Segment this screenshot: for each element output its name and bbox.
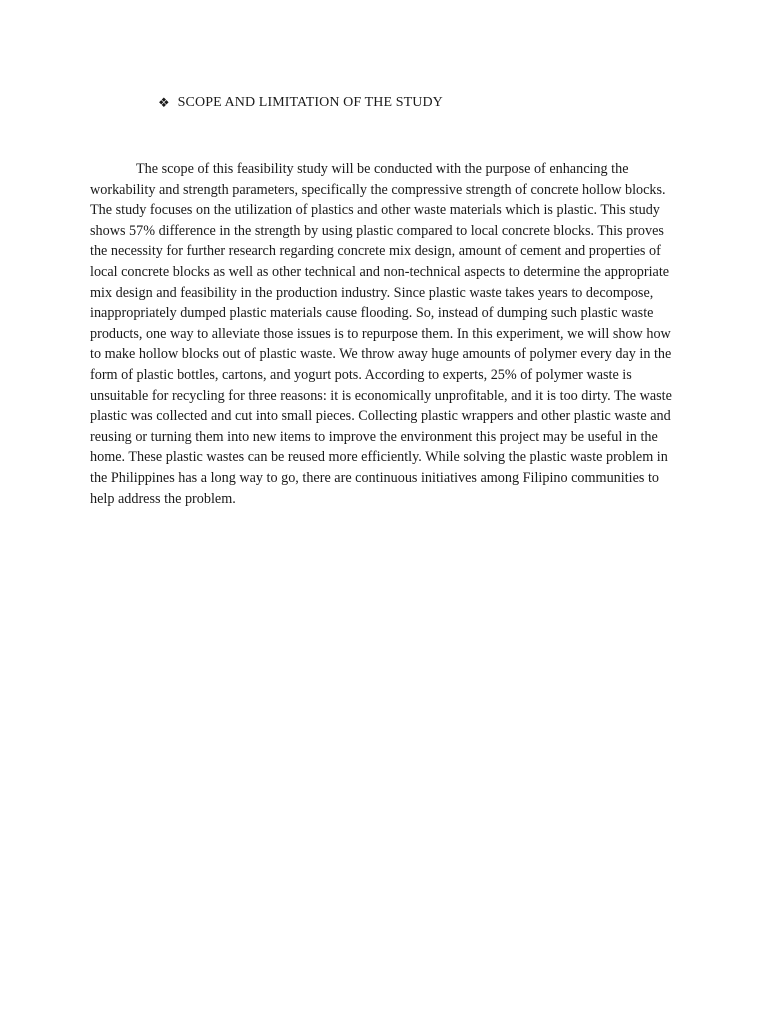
- body-paragraph: The scope of this feasibility study will be conducted with the purpose of enhancing the workability and strength parameters, specifically the compressive strength of concrete hollow blocks. The study focuses on the utilization of plastics and other waste materials which is plastic. This study shows 57% difference in the strength by using plastic compared to local concrete blocks. This proves the necessity for further research regarding concrete mix design, amount of cement and properties of local concrete blocks as well as other technical and non-technical aspects to determine the appropriate mix design and feasibility in the production industry. Since plastic waste takes years to decompose, inappropriately dumped plastic materials cause flooding. So, instead of dumping such plastic waste products, one way to alleviate those issues is to repurpose them. In this experiment, we will show how to make hollow blocks out of plastic waste. We throw away huge amounts of polymer every day in the form of plastic bottles, cartons, and yogurt pots. According to experts, 25% of polymer waste is unsuitable for recycling for three reasons: it is economically unprofitable, and it is too dirty. The waste plastic was collected and cut into small pieces. Collecting plastic wrappers and other plastic waste and reusing or turning them into new items to improve the environment this project may be useful in the home. These plastic wastes can be reused more efficiently. While solving the plastic waste problem in the Philippines has a long way to go, there are continuous initiatives among Filipino communities to help address the problem.: [90, 161, 672, 507]
- section-title: SCOPE AND LIMITATION OF THE STUDY: [177, 95, 443, 110]
- section-heading: [158, 93, 443, 113]
- diamond-bullet-icon: ❖: [158, 95, 170, 110]
